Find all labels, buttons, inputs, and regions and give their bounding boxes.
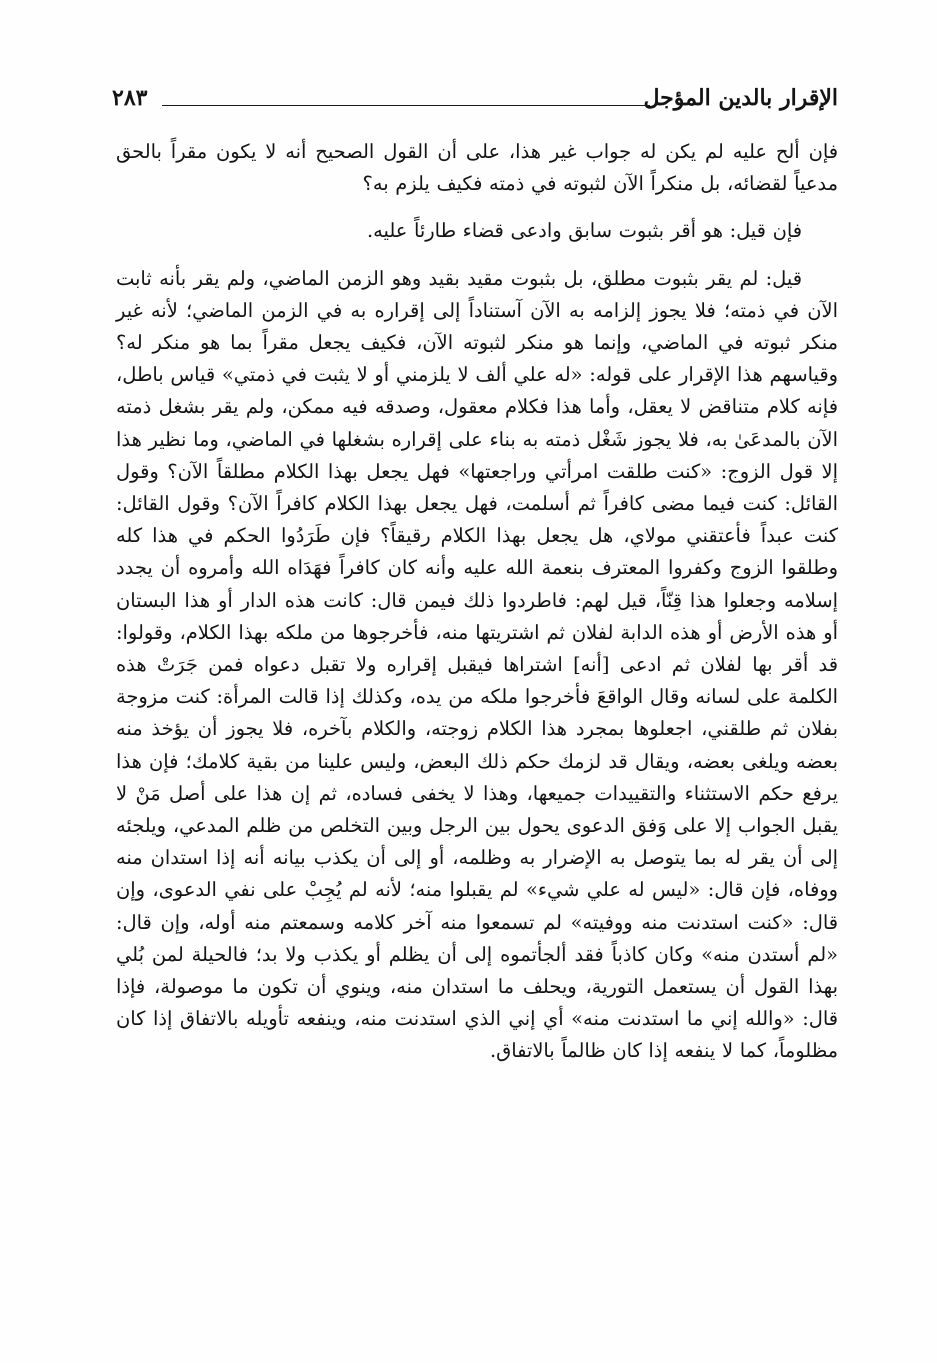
page-number: ٢٨٣ — [112, 85, 148, 111]
header-rule — [162, 105, 650, 106]
header-title: الإقرار بالدين المؤجل — [643, 85, 838, 111]
running-header — [112, 80, 838, 116]
page-body — [116, 136, 838, 1068]
paragraph-3: قيل: لم يقر بثبوت مطلق، بل بثبوت مقيد بقيد وهو الزمن الماضي، ولم يقر بأنه ثابت الآن في ذمته؛ فلا يجوز إلزامه به الآن آستناداً إلى إقراره به في الزمن الماضي؛ لأنه غير منكر ثبوته في الماضي، وإنما هو منكر لثبوته الآن، فكيف يجعل مقراً بما هو منكر له؟ وقياسهم هذا الإقرار على قوله: «له علي ألف لا يلزمني أو لا يثبت في ذمتي» قياس باطل، فإنه كلام متناقض لا يعقل، وأما هذا فكلام معقول، وصدقه فيه ممكن، ولم يقر بشغل ذمته الآن بالمدعَىٰ به، فلا يجوز شَغْل ذمته به بناء على إقراره بشغلها في الماضي، وما نظير هذا إلا قول الزوج: «كنت طلقت امرأتي وراجعتها» فهل يجعل بهذا الكلام مطلقاً الآن؟ وقول القائل: كنت فيما مضى كافراً ثم أسلمت، فهل يجعل بهذا الكلام كافراً الآن؟ وقول القائل: كنت عبداً فأعتقني مولاي، هل يجعل بهذا الكلام رقيقاً؟ فإن طَرَدُوا الحكم في هذا كله وطلقوا الزوج وكفروا المعترف بنعمة الله عليه وأنه كان كافراً فهَدَاه الله وأمروه أن يجدد إسلامه وجعلوا هذا قِنّاً، قيل لهم: فاطردوا ذلك فيمن قال: كانت هذه الدار أو هذا البستان أو هذه الأرض أو هذه الدابة لفلان ثم اشتريتها منه، فأخرجوها من ملكه بهذا الكلام، وقولوا: قد أقر بها لفلان ثم ادعى [أنه] اشتراها فيقبل إقراره ولا تقبل دعواه فمن جَرَتْ هذه الكلمة على لسانه وقال الواقعَ فأخرجوا ملكه من يده، وكذلك إذا قالت المرأة: كنت مزوجة بفلان ثم طلقني، اجعلوها بمجرد هذا الكلام زوجته، والكلام بآخره، فلا يجوز أن يؤخذ منه بعضه ويلغى بعضه، ويقال قد لزمك حكم ذلك البعض، وليس علينا من بقية كلامك؛ فإن هذا يرفع حكم الاستثناء والتقييدات جميعها، وهذا لا يخفى فساده، ثم إن هذا على أصل مَنْ لا يقبل الجواب إلا على وَفق الدعوى يحول بين الرجل وبين التخلص من ظلم المدعي، ويلجئه إلى أن يقر له بما يتوصل به الإضرار به وظلمه، أو إلى أن يكذب بيانه أنه إذا استدان منه ووفاه، فإن قال: «ليس له علي شيء» لم يقبلوا منه؛ لأنه لم يُجِبْ على نفي الدعوى، وإن قال: «كنت استدنت منه ووفيته» لم تسمعوا منه آخر كلامه وسمعتم منه أوله، وإن قال: «لم أستدن منه» وكان كاذباً فقد ألجأتموه إلى أن يظلم أو يكذب ولا بد؛ فالحيلة لمن بُلي بهذا القول أن يستعمل التورية، ويحلف ما استدان منه، وينوي أن تكون ما موصولة، فإذا قال: «والله إني ما استدنت منه» أي إني الذي استدنت منه، وينفعه تأويله بالاتفاق إذا كان مظلوماً، كما لا ينفعه إذا كان ظالماً بالاتفاق. — [116, 266, 839, 1063]
paragraph-1: فإن ألح عليه لم يكن له جواب غير هذا، على أن القول الصحيح أنه لا يكون مقراً بالحق مدعياً لقضائه، بل منكراً الآن لثبوته في ذمته فكيف يلزم به؟ — [116, 140, 838, 196]
paragraph-2: فإن قيل: هو أقر بثبوت سابق وادعى قضاء طارئاً عليه. — [366, 219, 802, 243]
